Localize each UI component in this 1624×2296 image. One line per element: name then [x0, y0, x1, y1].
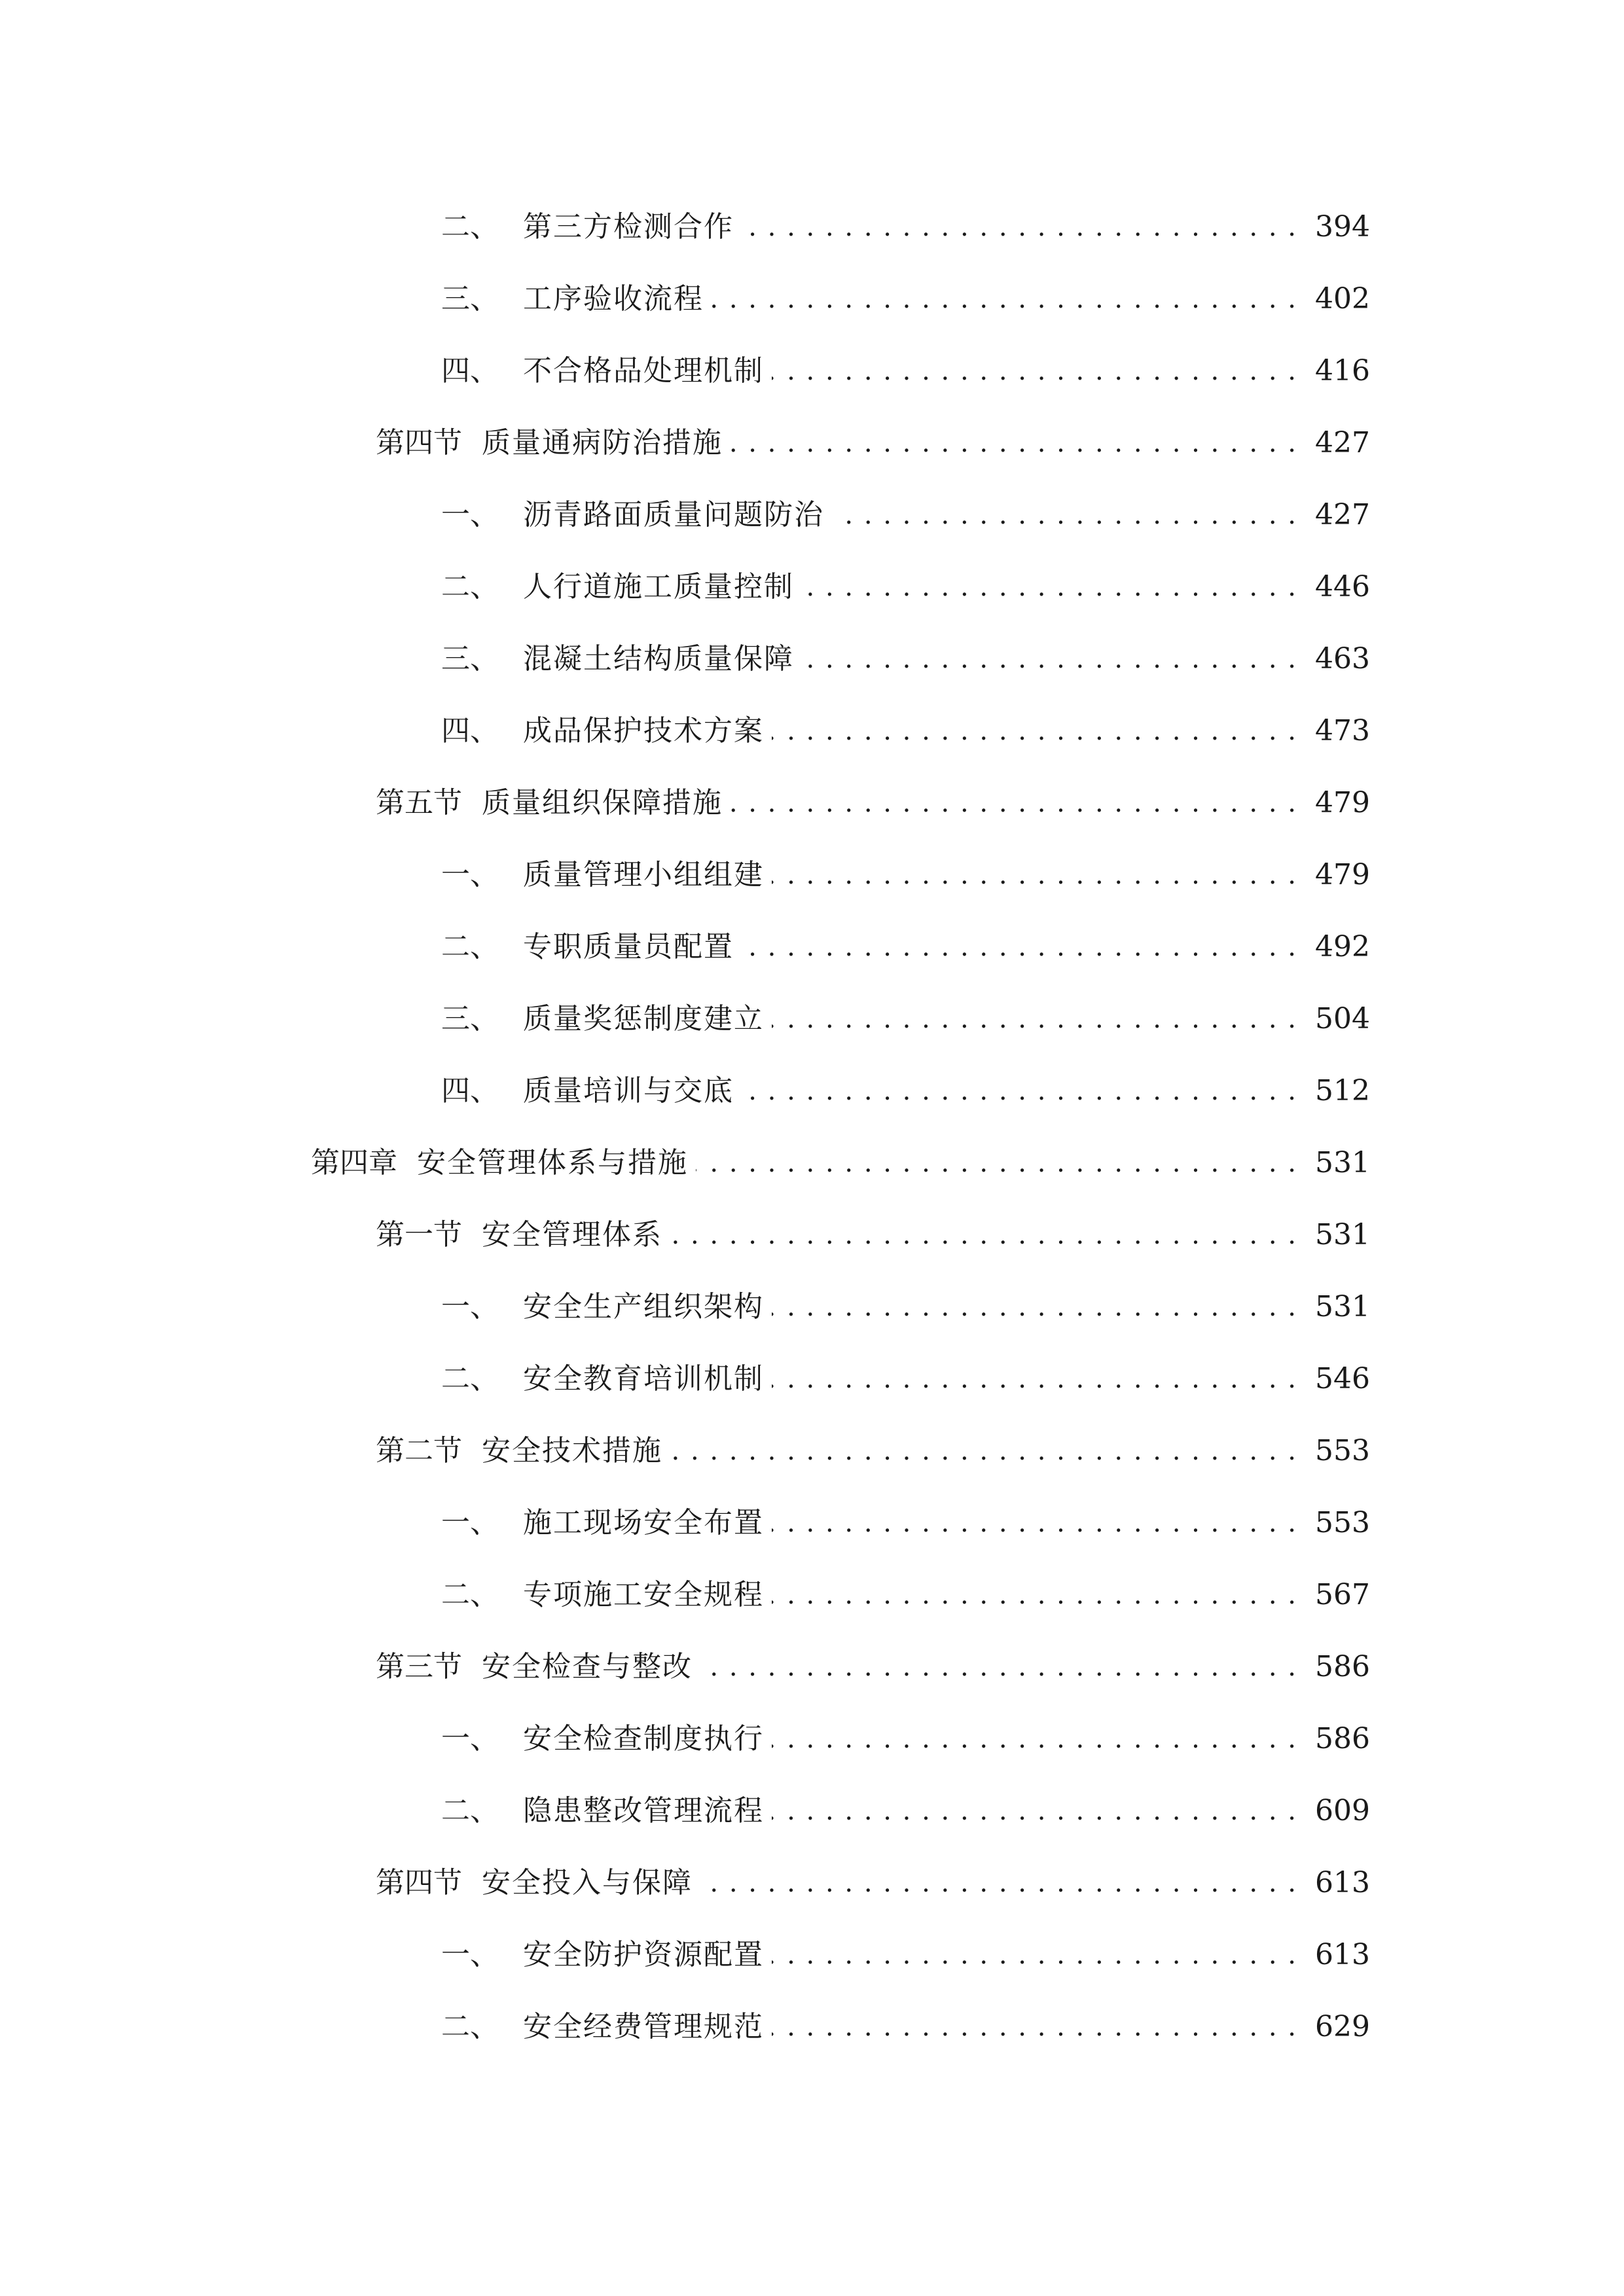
- dot-leader: [772, 1359, 1297, 1399]
- toc-section-entry[interactable]: [0, 1415, 1624, 1487]
- toc-entry-number: 四、: [441, 354, 499, 387]
- toc-entry-number: 四、: [441, 1074, 499, 1107]
- dot-leader: [772, 1575, 1297, 1615]
- dot-leader: [802, 567, 1297, 607]
- toc-section-entry[interactable]: [0, 1631, 1624, 1703]
- toc-entry-page: 492: [1315, 930, 1370, 963]
- toc-entry-page: 553: [1315, 1434, 1370, 1467]
- toc-section-entry[interactable]: [0, 407, 1624, 479]
- toc-entry-page: 427: [1315, 498, 1370, 531]
- toc-entry-page: 479: [1315, 858, 1370, 891]
- toc-entry-number: 二、: [441, 1362, 499, 1395]
- toc-entry-number: 一、: [441, 1290, 499, 1323]
- toc-entry[interactable]: [0, 1775, 1624, 1847]
- toc-entry-page: 567: [1315, 1578, 1370, 1611]
- dot-leader: [772, 999, 1297, 1039]
- toc-entry-number: 三、: [441, 1002, 499, 1035]
- toc-entry-number: 第四节: [376, 426, 462, 459]
- toc-entry-number: 第二节: [376, 1434, 462, 1467]
- dot-leader: [772, 1791, 1297, 1831]
- toc-entry-number: 二、: [441, 570, 499, 603]
- toc-entry-title: 不合格品处理机制: [523, 354, 764, 387]
- toc-entry[interactable]: [0, 1271, 1624, 1343]
- toc-entry-title: 质量管理小组组建: [523, 858, 764, 891]
- toc-entry[interactable]: [0, 551, 1624, 623]
- toc-chapter-entry[interactable]: [0, 1127, 1624, 1199]
- toc-section-entry[interactable]: [0, 1847, 1624, 1919]
- toc-entry-page: 427: [1315, 426, 1370, 459]
- toc-entry-number: 二、: [441, 1794, 499, 1827]
- dot-leader: [772, 1503, 1297, 1543]
- toc-entry-number: 四、: [441, 714, 499, 747]
- dot-leader: [772, 351, 1297, 391]
- toc-section-entry[interactable]: [0, 767, 1624, 839]
- dot-leader: [772, 2007, 1297, 2047]
- toc-entry-page: 586: [1315, 1650, 1370, 1683]
- toc-entry-number: 第四章: [311, 1146, 397, 1179]
- toc-entry-title: 安全检查制度执行: [523, 1722, 764, 1755]
- toc-entry-title: 安全管理体系与措施: [417, 1146, 688, 1179]
- toc-entry-title: 专职质量员配置: [523, 930, 734, 963]
- toc-entry[interactable]: [0, 1919, 1624, 1991]
- toc-entry-title: 安全经费管理规范: [523, 2010, 764, 2043]
- toc-entry-number: 二、: [441, 210, 499, 243]
- toc-entry-page: 463: [1315, 642, 1370, 675]
- toc-entry-title: 安全检查与整改: [482, 1650, 693, 1683]
- toc-entry-title: 安全管理体系: [482, 1218, 662, 1251]
- dot-leader: [742, 1071, 1297, 1111]
- toc-entry-title: 安全生产组织架构: [523, 1290, 764, 1323]
- toc-entry-page: 416: [1315, 354, 1370, 387]
- dot-leader: [731, 783, 1297, 823]
- toc-entry-number: 一、: [441, 498, 499, 531]
- toc-entry[interactable]: [0, 479, 1624, 551]
- toc-entry-page: 479: [1315, 786, 1370, 819]
- toc-entry-page: 446: [1315, 570, 1370, 603]
- toc-entry-number: 第四节: [376, 1866, 462, 1899]
- dot-leader: [772, 711, 1297, 751]
- toc-entry-page: 394: [1315, 210, 1370, 243]
- toc-entry[interactable]: [0, 263, 1624, 335]
- toc-entry-title: 工序验收流程: [523, 282, 704, 315]
- toc-entry-title: 第三方检测合作: [523, 210, 734, 243]
- toc-section-entry[interactable]: [0, 1199, 1624, 1271]
- dot-leader: [772, 1935, 1297, 1975]
- dot-leader: [772, 1719, 1297, 1759]
- toc-entry[interactable]: [0, 983, 1624, 1055]
- dot-leader: [772, 855, 1297, 895]
- toc-entry-page: 613: [1315, 1938, 1370, 1971]
- dot-leader: [772, 1287, 1297, 1327]
- toc-entry-title: 质量组织保障措施: [482, 786, 723, 819]
- toc-entry[interactable]: [0, 1343, 1624, 1415]
- toc-entry-title: 安全防护资源配置: [523, 1938, 764, 1971]
- dot-leader: [802, 639, 1297, 679]
- toc-entry-title: 安全技术措施: [482, 1434, 662, 1467]
- dot-leader: [700, 1647, 1297, 1687]
- toc-entry-page: 512: [1315, 1074, 1370, 1107]
- toc-entry[interactable]: [0, 1703, 1624, 1775]
- toc-entry-title: 专项施工安全规程: [523, 1578, 764, 1611]
- toc-entry[interactable]: [0, 335, 1624, 407]
- toc-entry-number: 第三节: [376, 1650, 462, 1683]
- toc-entry[interactable]: [0, 911, 1624, 983]
- toc-entry-title: 混凝土结构质量保障: [523, 642, 794, 675]
- dot-leader: [696, 1143, 1297, 1183]
- toc-entry-number: 一、: [441, 858, 499, 891]
- toc-entry-page: 531: [1315, 1218, 1370, 1251]
- toc-entry[interactable]: [0, 695, 1624, 767]
- toc-entry-page: 531: [1315, 1146, 1370, 1179]
- toc-entry-page: 402: [1315, 282, 1370, 315]
- table-of-contents: [0, 191, 1624, 2063]
- toc-entry[interactable]: [0, 191, 1624, 263]
- toc-entry-number: 一、: [441, 1938, 499, 1971]
- dot-leader: [832, 495, 1297, 535]
- toc-entry-page: 609: [1315, 1794, 1370, 1827]
- toc-entry-page: 546: [1315, 1362, 1370, 1395]
- dot-leader: [670, 1215, 1297, 1255]
- toc-entry-page: 613: [1315, 1866, 1370, 1899]
- dot-leader: [742, 207, 1297, 247]
- toc-entry-page: 553: [1315, 1506, 1370, 1539]
- toc-entry-title: 质量培训与交底: [523, 1074, 734, 1107]
- dot-leader: [742, 927, 1297, 967]
- toc-entry-page: 531: [1315, 1290, 1370, 1323]
- toc-entry-number: 二、: [441, 2010, 499, 2043]
- toc-entry-title: 沥青路面质量问题防治: [523, 498, 824, 531]
- toc-entry[interactable]: [0, 839, 1624, 911]
- toc-entry-number: 二、: [441, 930, 499, 963]
- toc-entry[interactable]: [0, 1055, 1624, 1127]
- dot-leader: [670, 1431, 1297, 1471]
- toc-entry-number: 二、: [441, 1578, 499, 1611]
- toc-entry-title: 隐患整改管理流程: [523, 1794, 764, 1827]
- toc-entry-number: 三、: [441, 642, 499, 675]
- toc-entry-number: 一、: [441, 1722, 499, 1755]
- toc-entry[interactable]: [0, 1991, 1624, 2063]
- dot-leader: [700, 1863, 1297, 1903]
- dot-leader: [712, 279, 1297, 319]
- toc-entry-title: 施工现场安全布置: [523, 1506, 764, 1539]
- toc-entry-title: 成品保护技术方案: [523, 714, 764, 747]
- toc-entry-page: 473: [1315, 714, 1370, 747]
- toc-entry-number: 第五节: [376, 786, 462, 819]
- toc-entry-title: 安全教育培训机制: [523, 1362, 764, 1395]
- toc-entry-title: 安全投入与保障: [482, 1866, 693, 1899]
- dot-leader: [731, 423, 1297, 463]
- toc-entry-page: 586: [1315, 1722, 1370, 1755]
- toc-entry[interactable]: [0, 1559, 1624, 1631]
- toc-entry-page: 629: [1315, 2010, 1370, 2043]
- toc-entry-number: 第一节: [376, 1218, 462, 1251]
- toc-entry-number: 一、: [441, 1506, 499, 1539]
- toc-entry-title: 人行道施工质量控制: [523, 570, 794, 603]
- toc-entry-title: 质量通病防治措施: [482, 426, 723, 459]
- toc-entry[interactable]: [0, 1487, 1624, 1559]
- toc-entry[interactable]: [0, 623, 1624, 695]
- toc-entry-number: 三、: [441, 282, 499, 315]
- toc-entry-page: 504: [1315, 1002, 1370, 1035]
- toc-entry-title: 质量奖惩制度建立: [523, 1002, 764, 1035]
